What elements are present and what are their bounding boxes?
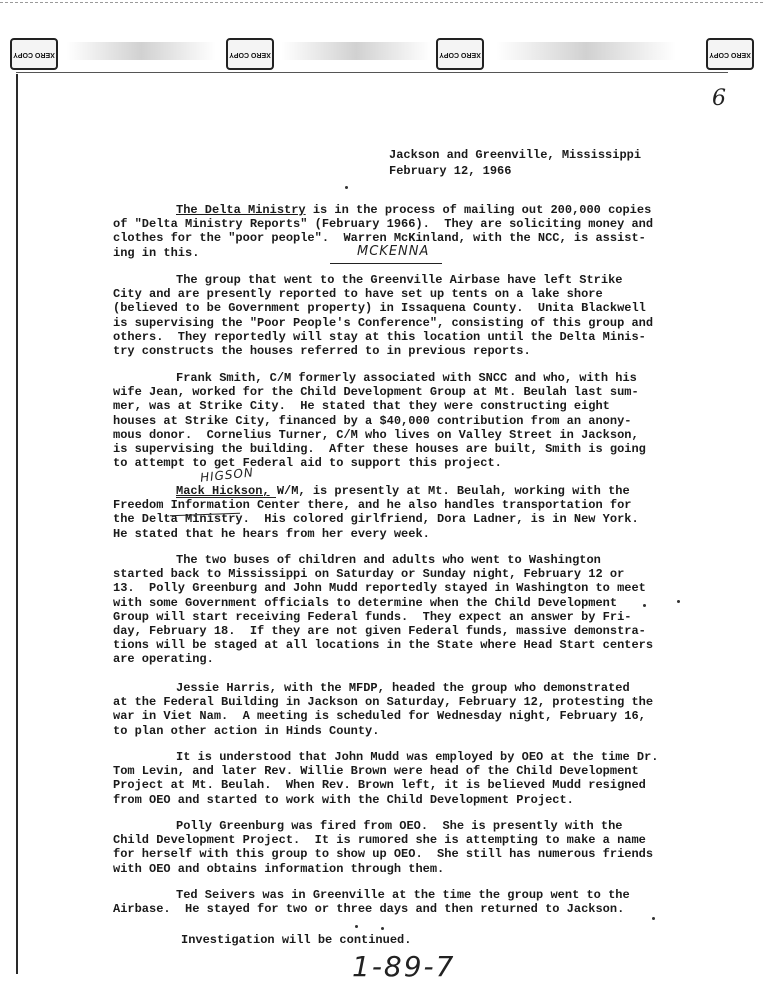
text-line: mer, was at Strike City. He stated that they were constructing eight [113,399,610,414]
text-line: clothes for the "poor people". Warren McKinland, with the NCC, is assist- [113,231,646,246]
text-line: 13. Polly Greenburg and John Mudd reportedly stayed in Washington to meet [113,581,646,596]
xero-copy-stamp: XERO COPY [10,38,58,70]
text-line: is supervising the "Poor People's Conference", consisting of this group and [113,315,654,330]
paragraph-ted-seivers [113,888,653,916]
text-line: Ted Seivers was in Greenville at the time the group went to the [176,888,630,902]
scan-header-strip [6,32,756,70]
ink-speck [355,925,358,928]
paragraph-investigation [113,933,653,947]
text-line: Polly Greenburg was fired from OEO. She is presently with the [176,819,623,833]
scan-smudge [496,42,676,60]
document-heading [389,147,641,179]
text-line: war in Viet Nam. A meeting is scheduled for Wednesday night, February 16, [113,709,646,724]
ink-speck [345,186,348,189]
scan-smudge [281,42,431,60]
text-line: the Delta Ministry. His colored girlfriend, Dora Ladner, is in New York. [113,512,639,527]
text-line: City and are presently reported to have set up tents on a lake shore [113,287,603,302]
ink-speck [677,600,680,603]
text-line: with some Government officials to determine when the Child Development [113,595,618,610]
ink-speck [381,927,384,930]
text-line: Mack Hickson, W/M, is presently at Mt. Beulah, working with the [176,484,630,498]
text-line: mous donor. Cornelius Turner, C/M who lives on Valley Street in Jackson, [113,427,639,442]
xero-copy-stamp: XERO COPY [706,38,754,70]
text-line: The Delta Ministry is in the process of mailing out 200,000 copies [176,203,652,217]
top-rule [16,72,728,73]
heading-location: Jackson and Greenville, Mississippi [389,148,642,162]
text-line: The two buses of children and adults who went to Washington [176,553,601,567]
paragraph-mack-hickson [113,484,653,541]
text-line: started back to Mississippi on Saturday or Sunday night, February 12 or [113,567,625,582]
handwritten-higson: HIGSON [199,465,255,485]
paragraph-polly-greenburg [113,819,653,876]
handwritten-mckenna: MCKENNA [357,244,430,259]
text-line: Project at Mt. Beulah. When Rev. Brown left, it is believed Mudd resigned [113,778,646,793]
ink-speck [643,604,646,607]
text-line: to attempt to get Federal aid to support this project. [113,456,502,471]
paragraph-john-mudd [113,750,659,807]
heading-date: February 12, 1966 [389,164,512,178]
text-line: Tom Levin, and later Rev. Willie Brown were head of the Child Development [113,764,639,779]
perforation-line [0,2,763,3]
text-line: ing in this. [113,245,200,260]
scan-smudge [66,42,216,60]
text-line: Child Development Project. It is rumored she is attempting to make a name [113,833,646,848]
text-line: The group that went to the Greenville Airbase have left Strike [176,273,623,287]
xero-copy-stamp: XERO COPY [436,38,484,70]
text-line: Investigation will be continued. [181,933,412,947]
text-line: for herself with this group to show up OEO. She still has numerous friends [113,847,654,862]
handwritten-underline [176,497,276,498]
text-line: with OEO and obtains information through them. [113,861,445,876]
text-line: It is understood that John Mudd was employed by OEO at the time Dr. [176,750,659,764]
text-line: is supervising the building. After these houses are built, Smith is going [113,442,646,457]
text-line: Group will start receiving Federal funds. They expect an answer by Fri- [113,609,632,624]
text-line: from OEO and started to work with the Child Development Project. [113,792,574,807]
text-line: houses at Strike City, financed by a $40,000 contribution from an anony- [113,413,632,428]
handwritten-underline [330,263,442,264]
text-line: Frank Smith, C/M formerly associated with SNCC and who, with his [176,371,637,385]
text-line: He stated that he hears from her every week. [113,526,430,541]
text-line: of "Delta Ministry Reports" (February 1966). They are soliciting money and [113,217,654,232]
text-line: at the Federal Building in Jackson on Saturday, February 12, protesting the [113,695,654,710]
page-number: 6 [712,86,726,111]
text-line: tions will be staged at all locations in the State where Head Start centers [113,638,654,653]
paragraph-greenville-group [113,273,653,358]
paragraph-washington-buses [113,553,653,667]
left-margin-rule [16,74,18,974]
text-line: wife Jean, worked for the Child Development Group at Mt. Beulah last sum- [113,385,639,400]
text-line: to plan other action in Hinds County. [113,723,380,738]
xero-copy-stamp: XERO COPY [226,38,274,70]
text-line: (believed to be Government property) in Issaquena County. Unita Blackwell [113,301,646,316]
text-line: day, February 18. If they are not given Federal funds, massive demonstra- [113,624,646,639]
text-line: try constructs the houses referred to in previous reports. [113,344,531,359]
text-line: are operating. [113,652,214,667]
text-line: Jessie Harris, with the MFDP, headed the group who demonstrated [176,681,630,695]
handwritten-file-number: 1-89-7 [352,950,456,983]
text-line: others. They reportedly will stay at this location until the Delta Minis- [113,329,646,344]
ink-speck [652,917,655,920]
paragraph-jessie-harris [113,681,653,738]
paragraph-frank-smith [113,371,653,470]
text-line: Airbase. He stayed for two or three days and then returned to Jackson. [113,902,625,917]
text-line: Freedom Information Center there, and he also handles transportation for [113,498,632,513]
